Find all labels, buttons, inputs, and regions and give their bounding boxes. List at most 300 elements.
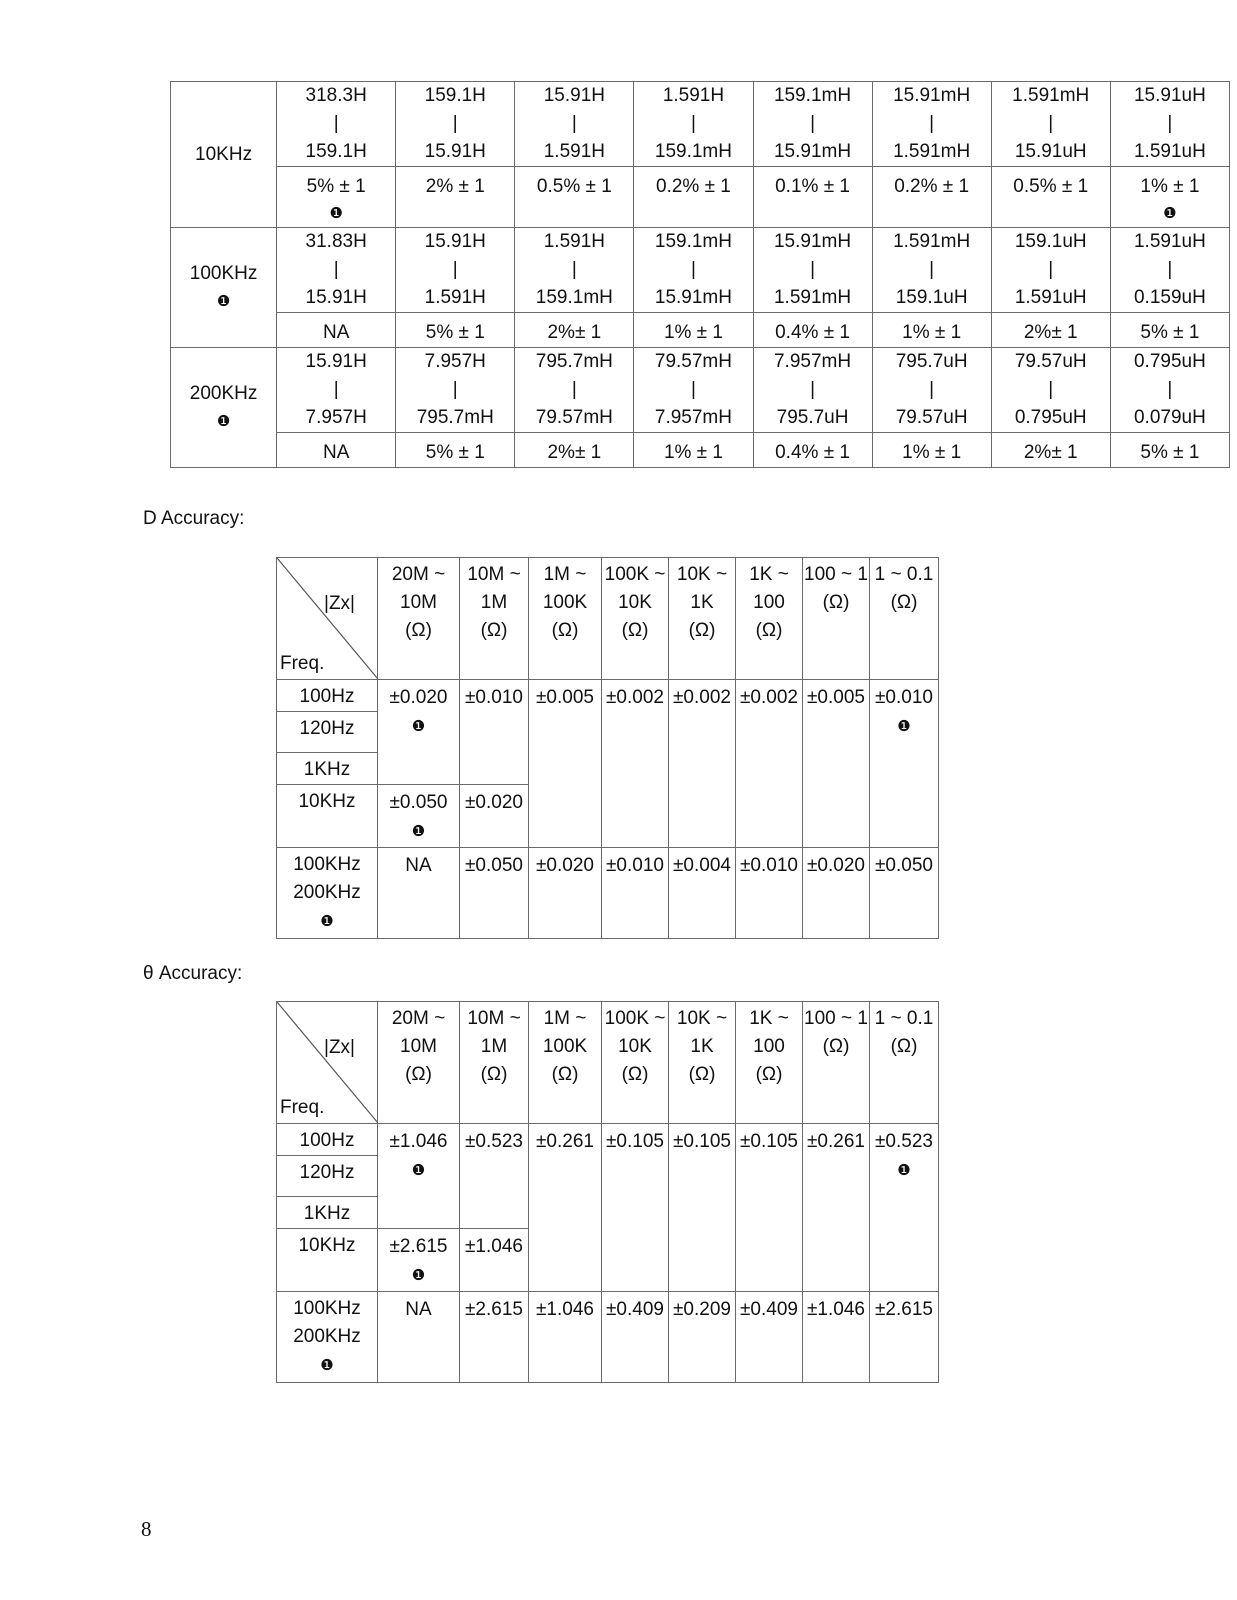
range-cell — [396, 228, 515, 313]
accuracy-cell — [602, 680, 669, 848]
freq-cell — [277, 712, 378, 753]
page-number: 8 — [141, 1517, 152, 1541]
accuracy-cell — [872, 167, 991, 228]
range-header-line: 1M — [480, 1036, 508, 1057]
accuracy-value: ±0.002 — [740, 687, 798, 708]
accuracy-value: ±0.523 — [875, 1131, 933, 1152]
accuracy-cell — [529, 1124, 602, 1292]
freq-cell — [277, 753, 378, 785]
accuracy-value: 0.5% ± 1 — [1013, 176, 1089, 197]
range-header-line: (Ω) — [551, 620, 579, 641]
range-sep: | — [571, 379, 577, 400]
range-high: 795.7uH — [895, 351, 968, 372]
range-sep: | — [929, 113, 935, 134]
accuracy-value: 0.2% ± 1 — [656, 176, 731, 197]
accuracy-cell — [378, 1292, 460, 1383]
range-header-line: (Ω) — [890, 1036, 918, 1057]
range-low: 1.591uH — [1133, 141, 1206, 162]
accuracy-cell — [1110, 167, 1229, 228]
accuracy-cell — [669, 1124, 736, 1292]
range-header-line: 100 — [753, 1036, 785, 1057]
range-high: 1.591H — [543, 231, 605, 252]
accuracy-value: 2%± 1 — [547, 322, 602, 343]
range-header-line: 10M — [400, 1036, 437, 1057]
freq-header-label: Freq. — [280, 1097, 325, 1118]
freq-label: 120Hz — [299, 718, 355, 739]
accuracy-cell — [991, 433, 1110, 468]
range-cell — [515, 228, 634, 313]
accuracy-value: ±2.615 — [389, 1236, 448, 1257]
range-low: 159.1H — [305, 141, 367, 162]
range-header-cell — [870, 558, 939, 680]
range-header-cell — [870, 1002, 939, 1124]
range-header-line: 100K — [542, 592, 588, 613]
freq-cell — [171, 228, 277, 348]
accuracy-value: ±0.209 — [673, 1299, 731, 1320]
freq-label: 10KHz — [298, 1235, 356, 1256]
table-row — [171, 348, 1230, 433]
l-accuracy-table — [170, 81, 1230, 468]
range-low: 79.57uH — [895, 407, 968, 428]
zx-label: |Zx| — [324, 593, 355, 614]
accuracy-value: 2%± 1 — [1023, 442, 1078, 463]
accuracy-cell — [870, 1292, 939, 1383]
table-row — [171, 313, 1230, 348]
accuracy-value: ±0.523 — [465, 1131, 523, 1152]
accuracy-cell — [515, 167, 634, 228]
freq-cell — [277, 785, 378, 848]
accuracy-value: ±2.615 — [875, 1299, 933, 1320]
note-marker: ❶ — [216, 412, 231, 430]
range-header-line: (Ω) — [405, 620, 432, 641]
accuracy-cell — [277, 433, 396, 468]
accuracy-cell — [396, 313, 515, 348]
range-header-line: (Ω) — [890, 592, 918, 613]
note-marker: ❶ — [320, 1357, 334, 1374]
accuracy-cell — [872, 313, 991, 348]
range-header-line: (Ω) — [755, 620, 783, 641]
freq-cell — [277, 1229, 378, 1292]
range-header-cell — [602, 558, 669, 680]
range-high: 1.591mH — [893, 231, 971, 252]
accuracy-value: ±0.020 — [536, 855, 594, 876]
accuracy-cell — [736, 848, 803, 939]
accuracy-cell — [460, 680, 529, 785]
freq-label: 10KHz — [195, 143, 253, 165]
accuracy-cell — [1110, 433, 1229, 468]
accuracy-value: ±0.105 — [606, 1131, 664, 1152]
range-sep: | — [810, 379, 816, 400]
accuracy-value: ±0.010 — [465, 687, 523, 708]
accuracy-cell — [277, 313, 396, 348]
accuracy-cell — [870, 1124, 939, 1292]
accuracy-value: ±0.050 — [389, 792, 448, 813]
accuracy-value: ±0.261 — [807, 1131, 865, 1152]
accuracy-value: 2%± 1 — [547, 442, 602, 463]
range-sep: | — [810, 259, 816, 280]
range-header-line: 100 ~ 1 — [804, 564, 868, 585]
note-marker: ❶ — [411, 1162, 426, 1179]
range-high: 15.91mH — [893, 85, 971, 106]
range-sep: | — [1167, 113, 1173, 134]
range-high: 15.91H — [424, 231, 486, 252]
range-high: 159.1uH — [1014, 231, 1087, 252]
accuracy-cell — [396, 433, 515, 468]
range-header-line: 10M ~ — [467, 1008, 521, 1029]
accuracy-cell — [1110, 313, 1229, 348]
range-high: 79.57mH — [654, 351, 732, 372]
range-cell — [872, 348, 991, 433]
range-low: 1.591H — [543, 141, 605, 162]
accuracy-cell — [529, 848, 602, 939]
range-high: 1.591mH — [1012, 85, 1090, 106]
range-header-cell — [529, 558, 602, 680]
accuracy-cell — [277, 167, 396, 228]
range-cell — [991, 228, 1110, 313]
range-header-line: 1K — [690, 1036, 714, 1057]
range-header-line: 1M — [480, 592, 508, 613]
range-header-line: 100K ~ — [604, 564, 666, 585]
d-accuracy-table — [276, 557, 939, 939]
table-row — [171, 433, 1230, 468]
theta-accuracy-label: θ Accuracy: — [143, 963, 243, 984]
range-low: 15.91H — [424, 141, 486, 162]
accuracy-value: NA — [322, 442, 350, 463]
range-sep: | — [1167, 259, 1173, 280]
accuracy-value: ±2.615 — [465, 1299, 523, 1320]
freq-label: 10KHz — [298, 791, 356, 812]
range-header-line: 20M ~ — [391, 564, 446, 585]
accuracy-value: 0.4% ± 1 — [775, 442, 850, 463]
note-marker: ❶ — [897, 718, 911, 735]
accuracy-value: ±0.002 — [673, 687, 731, 708]
range-high: 1.591uH — [1133, 231, 1206, 252]
range-low: 79.57mH — [535, 407, 613, 428]
accuracy-cell — [396, 167, 515, 228]
accuracy-cell — [669, 1292, 736, 1383]
range-low: 0.795uH — [1014, 407, 1087, 428]
range-cell — [753, 228, 872, 313]
range-header-cell — [460, 558, 529, 680]
accuracy-value: 0.4% ± 1 — [775, 322, 850, 343]
range-sep: | — [333, 113, 339, 134]
range-header-line: 10M ~ — [467, 564, 521, 585]
range-high: 159.1mH — [654, 231, 732, 252]
accuracy-value: ±1.046 — [807, 1299, 865, 1320]
range-high: 159.1mH — [773, 85, 852, 106]
note-marker: ❶ — [329, 205, 343, 222]
accuracy-cell — [460, 1292, 529, 1383]
range-cell — [277, 348, 396, 433]
freq-label: 100KHz — [189, 262, 258, 284]
range-sep: | — [333, 379, 339, 400]
freq-cell — [277, 1197, 378, 1229]
range-high: 15.91H — [543, 85, 605, 106]
accuracy-value: ±0.005 — [807, 687, 865, 708]
accuracy-cell — [870, 680, 939, 848]
range-sep: | — [690, 259, 696, 280]
accuracy-value: ±0.004 — [673, 855, 731, 876]
freq-header-label: Freq. — [280, 653, 325, 674]
range-header-line: 100 ~ 1 — [804, 1008, 868, 1029]
accuracy-cell — [736, 1124, 803, 1292]
range-high: 159.1H — [424, 85, 486, 106]
accuracy-cell — [602, 848, 669, 939]
freq-label: 100KHz — [293, 1298, 361, 1319]
accuracy-cell — [736, 1292, 803, 1383]
table-row — [277, 1002, 939, 1124]
range-header-cell — [736, 558, 803, 680]
accuracy-cell — [529, 1292, 602, 1383]
range-header-line: (Ω) — [822, 592, 850, 613]
range-low: 1.591uH — [1014, 287, 1087, 308]
accuracy-value: NA — [405, 855, 432, 876]
range-header-line: 10M — [400, 592, 437, 613]
accuracy-cell — [753, 167, 872, 228]
range-high: 7.957H — [424, 351, 486, 372]
table-row — [277, 1124, 939, 1156]
range-low: 15.91mH — [773, 141, 852, 162]
range-header-line: 10K — [618, 592, 652, 613]
range-low: 1.591H — [424, 287, 486, 308]
range-header-line: 10K — [618, 1036, 652, 1057]
accuracy-value: 5% ± 1 — [1140, 322, 1200, 343]
accuracy-cell — [378, 1229, 460, 1292]
range-sep: | — [452, 113, 458, 134]
accuracy-value: ±0.050 — [875, 855, 933, 876]
accuracy-cell — [872, 433, 991, 468]
accuracy-value: 1% ± 1 — [663, 442, 723, 463]
accuracy-value: 0.5% ± 1 — [536, 176, 612, 197]
range-high: 795.7mH — [535, 351, 613, 372]
accuracy-value: ±0.050 — [465, 855, 523, 876]
freq-cell — [171, 82, 277, 228]
range-cell — [634, 228, 753, 313]
range-low: 795.7uH — [776, 407, 849, 428]
range-cell — [1110, 228, 1229, 313]
accuracy-cell — [803, 1124, 870, 1292]
freq-label: 200KHz — [293, 1326, 361, 1347]
freq-label: 100Hz — [299, 686, 355, 707]
accuracy-value: 1% ± 1 — [1140, 176, 1200, 197]
accuracy-cell — [378, 680, 460, 785]
range-header-cell — [378, 558, 460, 680]
freq-cell — [277, 1292, 378, 1383]
freq-label: 100Hz — [299, 1130, 355, 1151]
accuracy-value: ±0.261 — [536, 1131, 594, 1152]
range-cell — [872, 228, 991, 313]
header-corner-cell — [277, 1002, 378, 1124]
range-high: 15.91uH — [1133, 85, 1206, 106]
range-header-line: 100K — [542, 1036, 588, 1057]
range-cell — [634, 82, 753, 167]
accuracy-cell — [529, 680, 602, 848]
accuracy-value: 5% ± 1 — [425, 442, 485, 463]
accuracy-cell — [736, 680, 803, 848]
range-cell — [515, 348, 634, 433]
accuracy-value: 0.2% ± 1 — [894, 176, 970, 197]
freq-label: 200KHz — [293, 882, 361, 903]
range-header-line: 1 ~ 0.1 — [874, 564, 934, 585]
note-marker: ❶ — [411, 1267, 426, 1284]
range-sep: | — [571, 113, 577, 134]
range-header-line: 10K ~ — [676, 564, 728, 585]
accuracy-value: 1% ± 1 — [663, 322, 723, 343]
range-sep: | — [810, 113, 816, 134]
freq-label: 200KHz — [189, 382, 258, 404]
note-marker: ❶ — [320, 913, 334, 930]
accuracy-cell — [515, 313, 634, 348]
accuracy-value: NA — [405, 1299, 432, 1320]
range-header-line: 100K ~ — [604, 1008, 666, 1029]
freq-cell — [277, 680, 378, 712]
range-cell — [1110, 348, 1229, 433]
range-header-cell — [669, 1002, 736, 1124]
range-header-cell — [602, 1002, 669, 1124]
accuracy-cell — [991, 313, 1110, 348]
range-sep: | — [1048, 379, 1054, 400]
accuracy-cell — [634, 167, 753, 228]
range-header-cell — [803, 1002, 870, 1124]
freq-cell — [277, 848, 378, 939]
accuracy-cell — [753, 433, 872, 468]
range-low: 159.1uH — [895, 287, 968, 308]
range-sep: | — [929, 379, 935, 400]
range-header-line: 10K ~ — [676, 1008, 728, 1029]
accuracy-cell — [803, 848, 870, 939]
range-cell — [634, 348, 753, 433]
accuracy-cell — [460, 848, 529, 939]
range-header-cell — [460, 1002, 529, 1124]
accuracy-value: ±0.409 — [606, 1299, 664, 1320]
table-row — [277, 848, 939, 878]
freq-cell — [277, 1156, 378, 1197]
accuracy-value: ±0.105 — [673, 1131, 731, 1152]
accuracy-value: 5% ± 1 — [306, 176, 366, 197]
range-high: 15.91mH — [773, 231, 852, 252]
range-high: 15.91H — [305, 351, 367, 372]
freq-label: 1KHz — [303, 759, 351, 780]
accuracy-value: ±0.002 — [606, 687, 664, 708]
range-header-line: 1K ~ — [749, 1008, 789, 1029]
range-low: 1.591mH — [773, 287, 852, 308]
accuracy-cell — [803, 1292, 870, 1383]
theta-accuracy-table — [276, 1001, 939, 1383]
accuracy-cell — [460, 1124, 529, 1229]
accuracy-cell — [669, 848, 736, 939]
range-cell — [396, 82, 515, 167]
accuracy-cell — [515, 433, 634, 468]
accuracy-value: ±1.046 — [536, 1299, 594, 1320]
accuracy-value: 0.1% ± 1 — [775, 176, 850, 197]
accuracy-value: ±0.010 — [606, 855, 664, 876]
accuracy-cell — [602, 1124, 669, 1292]
accuracy-cell — [803, 680, 870, 848]
note-marker: ❶ — [1163, 205, 1177, 222]
range-header-line: (Ω) — [822, 1036, 850, 1057]
note-marker: ❶ — [411, 718, 426, 735]
accuracy-cell — [870, 848, 939, 939]
range-low: 795.7mH — [416, 407, 494, 428]
range-cell — [515, 82, 634, 167]
table-row — [171, 167, 1230, 228]
range-cell — [396, 348, 515, 433]
table-row — [171, 228, 1230, 313]
range-low: 1.591mH — [893, 141, 971, 162]
range-low: 159.1mH — [535, 287, 613, 308]
range-sep: | — [690, 113, 696, 134]
range-header-cell — [669, 558, 736, 680]
range-header-line: (Ω) — [688, 620, 716, 641]
range-cell — [277, 82, 396, 167]
range-sep: | — [452, 379, 458, 400]
range-header-line: (Ω) — [621, 620, 649, 641]
range-sep: | — [690, 379, 696, 400]
range-header-line: 1K ~ — [749, 564, 789, 585]
table-row — [171, 82, 1230, 167]
accuracy-cell — [460, 785, 529, 848]
range-header-line: 1M ~ — [543, 564, 587, 585]
range-header-line: (Ω) — [480, 1064, 508, 1085]
accuracy-value: ±0.005 — [536, 687, 594, 708]
range-header-line: (Ω) — [688, 1064, 716, 1085]
range-sep: | — [1048, 113, 1054, 134]
range-header-cell — [803, 558, 870, 680]
range-low: 15.91uH — [1014, 141, 1087, 162]
note-marker: ❶ — [411, 823, 426, 840]
d-accuracy-label: D Accuracy: — [143, 508, 245, 529]
range-sep: | — [1048, 259, 1054, 280]
range-cell — [753, 82, 872, 167]
range-sep: | — [571, 259, 577, 280]
accuracy-value: ±0.105 — [740, 1131, 798, 1152]
range-high: 318.3H — [305, 85, 367, 106]
accuracy-value: 2%± 1 — [1023, 322, 1078, 343]
accuracy-value: 5% ± 1 — [425, 322, 485, 343]
accuracy-cell — [753, 313, 872, 348]
accuracy-value: ±0.020 — [465, 792, 523, 813]
range-header-line: (Ω) — [405, 1064, 432, 1085]
freq-label: 120Hz — [299, 1162, 355, 1183]
accuracy-cell — [634, 433, 753, 468]
accuracy-value: 1% ± 1 — [902, 442, 962, 463]
range-low: 15.91mH — [654, 287, 732, 308]
range-sep: | — [1167, 379, 1173, 400]
range-header-cell — [736, 1002, 803, 1124]
range-cell — [991, 82, 1110, 167]
accuracy-cell — [669, 680, 736, 848]
range-low: 159.1mH — [654, 141, 732, 162]
range-cell — [872, 82, 991, 167]
range-header-line: 1M ~ — [543, 1008, 587, 1029]
range-low: 15.91H — [305, 287, 367, 308]
range-header-line: (Ω) — [621, 1064, 649, 1085]
table-row — [277, 680, 939, 712]
freq-cell — [277, 1124, 378, 1156]
range-cell — [753, 348, 872, 433]
freq-label: 1KHz — [303, 1203, 351, 1224]
accuracy-value: ±0.010 — [740, 855, 798, 876]
range-header-line: (Ω) — [480, 620, 508, 641]
table-row — [277, 558, 939, 680]
range-header-line: (Ω) — [551, 1064, 579, 1085]
accuracy-cell — [991, 167, 1110, 228]
accuracy-cell — [378, 785, 460, 848]
range-cell — [991, 348, 1110, 433]
accuracy-cell — [634, 313, 753, 348]
note-marker: ❶ — [216, 292, 231, 310]
range-header-line: 1 ~ 0.1 — [874, 1008, 934, 1029]
